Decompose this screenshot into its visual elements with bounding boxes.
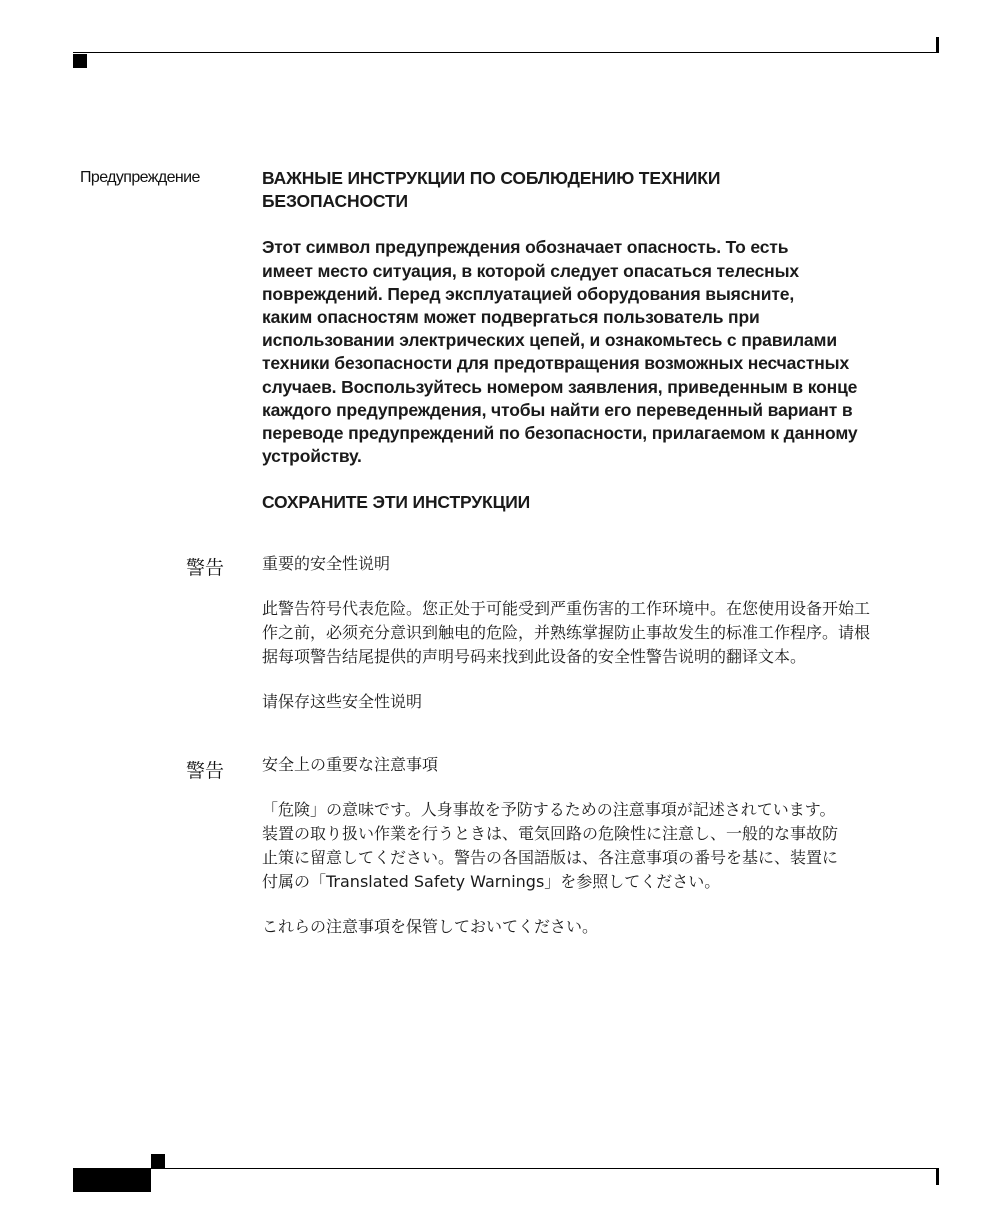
save-instructions-zh: 请保存这些安全性说明 [262,692,423,711]
warning-text-ja: 「危険」の意味です。人身事故を予防するための注意事項が記述されています。 装置の取り扱い作業を行うときは、電気回路の危険性に注意し、一般的な事故防 止策に留意してください。警告の各国語版は、各注意事項の番号を基に、装置に 付属の「Translated Safety Warnings」を参照してください。 [262,800,839,891]
save-instructions-ru: СОХРАНИТЕ ЭТИ ИНСТРУКЦИИ [262,492,531,513]
warning-body-ru [262,167,932,515]
warning-title-ru: ВАЖНЫЕ ИНСТРУКЦИИ ПО СОБЛЮДЕНИЮ ТЕХНИКИ БЕЗОПАСНОСТИ [262,168,721,212]
warning-title-zh: 重要的安全性说明 [262,554,391,573]
warning-label-zh: 警告 [185,558,224,579]
warning-title-ja: 安全上の重要な注意事項 [262,755,439,774]
footer-right-tick [936,1169,939,1185]
warning-label-ru: Предупреждение [80,169,200,186]
footer-rule [151,1168,939,1169]
header-right-tick [936,37,939,53]
warning-body-ja [262,753,932,939]
warning-body-zh [262,552,932,714]
footer-small-marker [151,1154,165,1168]
header-left-marker [73,54,87,68]
header-rule [73,52,939,53]
footer-page-block [73,1168,151,1192]
warning-text-zh: 此警告符号代表危险。您正处于可能受到严重伤害的工作环境中。在您使用设备开始工 作之前，必须充分意识到触电的危险，并熟练掌握防止事故发生的标准工作程序。请根 据每项警告结尾提供的声明号码来找到此设备的安全性警告说明的翻译文本。 [262,599,871,666]
warning-label-ja: 警告 [185,761,224,782]
warning-text-ru: Этот символ предупреждения обозначает опасность. То есть имеет место ситуация, в которой следует опасаться телесных повреждений. Перед эксплуатацией оборудования выясните, каким опасностям может подвергаться пользователь при использовании электрических цепей, и ознакомьтесь с правилами техники безопасности для предотвращения возможных несчастных случаев. Воспользуйтесь номером заявления, приведенным в конце каждого предупреждения, чтобы найти его переведенный вариант в переводе предупреждений по безопасности, прилагаемом к данному устройству. [262,237,858,467]
save-instructions-ja: これらの注意事項を保管しておいてください。 [262,917,599,936]
